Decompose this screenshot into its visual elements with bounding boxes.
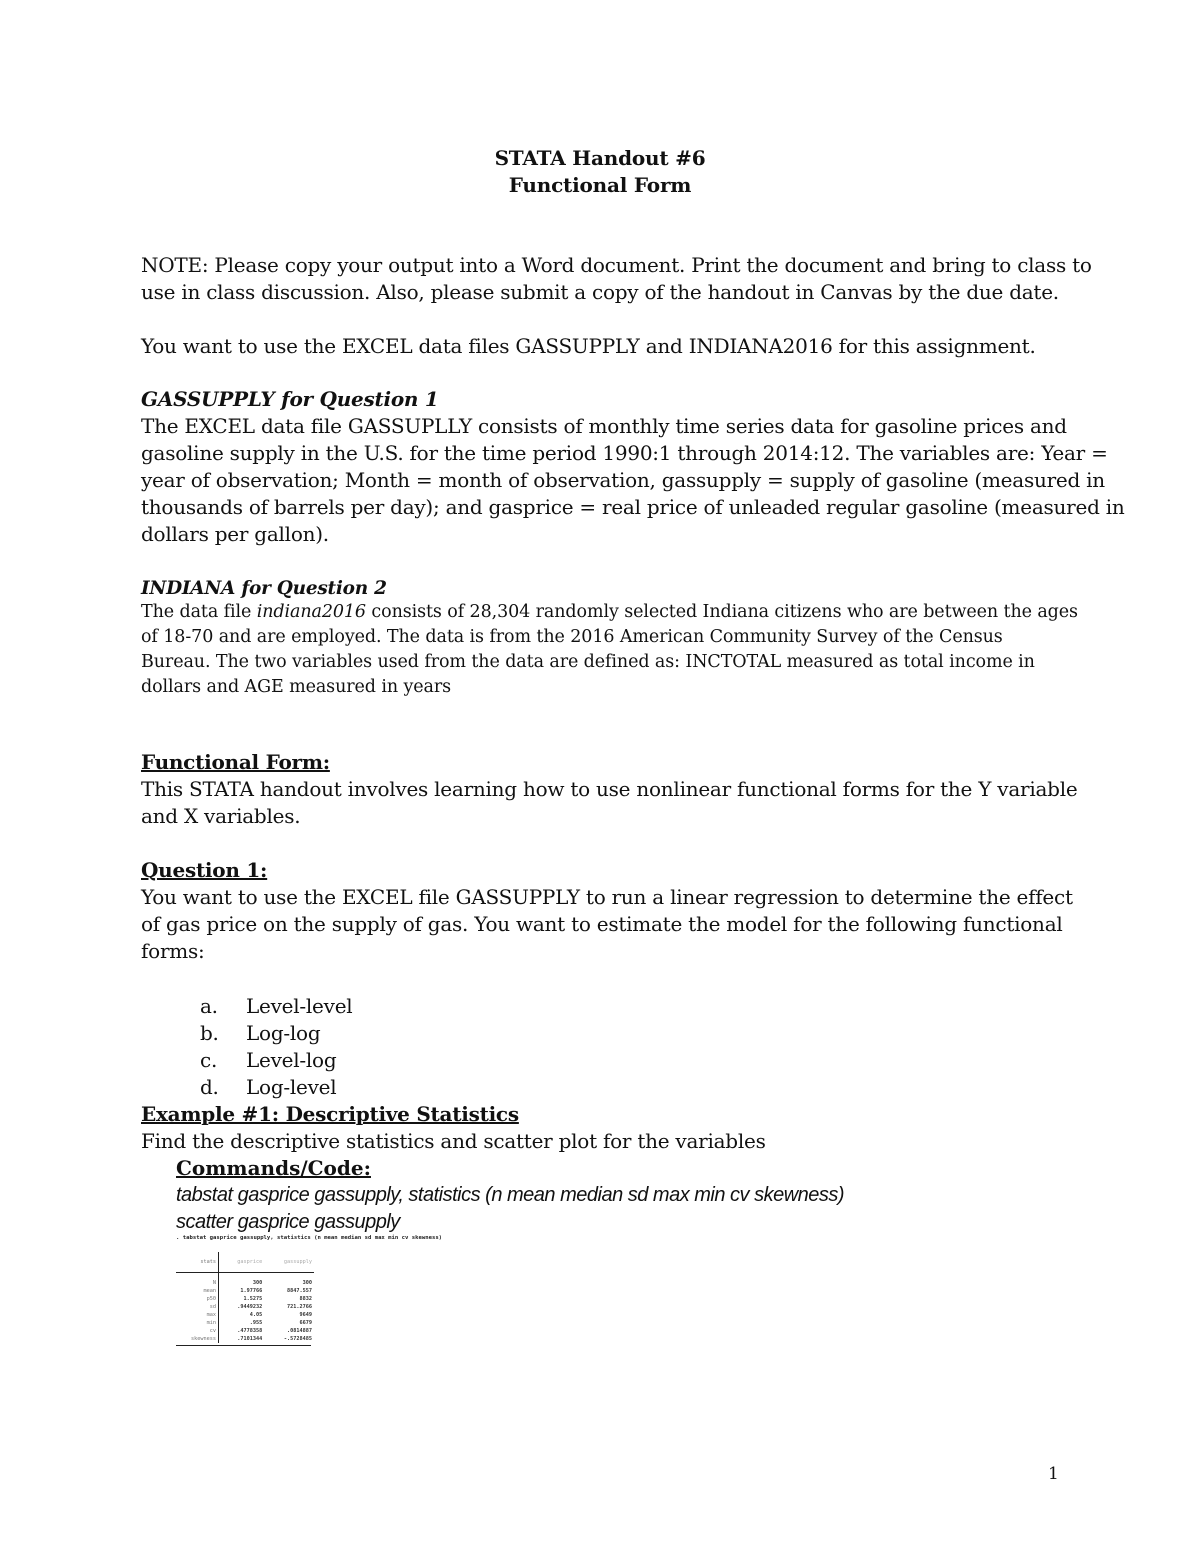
example1-text: Find the descriptive statistics and scatter plot for the variables <box>141 1129 766 1153</box>
indiana-line: of 18-70 and are employed. The data is from the 2016 American Community Survey of the Census <box>141 627 1003 647</box>
document-title: STATA Handout #6 <box>494 146 706 170</box>
stat-name: sd <box>176 1303 219 1311</box>
indiana-line: dollars and AGE measured in years <box>141 677 451 697</box>
indiana-filename: indiana2016 <box>256 602 366 622</box>
table-row <box>176 1287 314 1295</box>
list-text: Log-level <box>246 1075 337 1099</box>
stat-name: skewness <box>176 1335 219 1343</box>
example1-section <box>141 1101 1061 1155</box>
table-row <box>176 1319 314 1327</box>
table-row <box>176 1273 314 1288</box>
intro-line: You want to use the EXCEL data files GASSUPPLY and INDIANA2016 for this assignment. <box>141 334 1036 358</box>
gassupply-heading: GASSUPPLY for Question 1 <box>141 387 439 411</box>
list-item <box>200 1074 352 1101</box>
stat-value: 721.2766 <box>287 1304 312 1310</box>
stat-value: -.5728485 <box>283 1336 312 1342</box>
stat-value: 1.5275 <box>243 1296 263 1302</box>
gassupply-line: year of observation; Month = month of observation, gassupply = supply of gasoline (measured in <box>141 468 1105 492</box>
gassupply-line: thousands of barrels per day); and gasprice = real price of unleaded regular gasoline (measured in <box>141 495 1125 519</box>
list-item <box>200 1047 352 1074</box>
stat-name: cv <box>176 1327 219 1335</box>
stat-value: 8847.557 <box>287 1288 312 1294</box>
stata-output-command: . tabstat gasprice gassupply, statistics (n mean median sd max min cv skewness) <box>176 1235 443 1241</box>
stat-value: 1.97766 <box>240 1288 263 1294</box>
stat-name: min <box>176 1319 219 1327</box>
intro-paragraph <box>141 333 1061 360</box>
gassupply-line: The EXCEL data file GASSUPLLY consists of monthly time series data for gasoline prices and <box>141 414 1067 438</box>
note-paragraph <box>141 252 1092 306</box>
indiana-line <box>141 600 1078 625</box>
indiana-section <box>141 575 1061 602</box>
stat-name: max <box>176 1311 219 1319</box>
functional-forms-list <box>200 993 352 1101</box>
stat-value: .4778358 <box>237 1328 263 1334</box>
table-row <box>176 1327 314 1335</box>
list-marker: a. <box>200 994 218 1018</box>
stat-value: 8832 <box>299 1296 312 1302</box>
table-header-gasprice: gasprice <box>219 1252 265 1273</box>
stat-value: .955 <box>249 1320 263 1326</box>
code-line-scatter: scatter gasprice gassupply <box>176 1211 400 1233</box>
indiana-heading: INDIANA for Question 2 <box>141 578 387 599</box>
question1-section <box>141 857 1073 965</box>
stat-value: .9449232 <box>237 1304 263 1310</box>
commands-section <box>176 1155 844 1236</box>
question1-line: forms: <box>141 939 205 963</box>
note-line: NOTE: Please copy your output into a Word document. Print the document and bring to class to <box>141 253 1092 277</box>
stat-value: .7101344 <box>237 1336 263 1342</box>
table-row <box>176 1303 314 1311</box>
question1-line: of gas price on the supply of gas. You want to estimate the model for the following functional <box>141 912 1063 936</box>
page-number: 1 <box>1048 1464 1059 1484</box>
list-item <box>200 1020 352 1047</box>
table-row <box>176 1311 314 1319</box>
gassupply-line: gasoline supply in the U.S. for the time period 1990:1 through 2014:12. The variables are: Year = <box>141 441 1108 465</box>
table-row <box>176 1295 314 1303</box>
stat-name: N <box>176 1273 219 1288</box>
table-bottom-rule <box>176 1345 311 1346</box>
list-marker: c. <box>200 1048 218 1072</box>
stat-value: 300 <box>302 1280 312 1286</box>
stat-value: .0814887 <box>287 1328 312 1334</box>
list-text: Level-log <box>246 1048 337 1072</box>
functional-form-line: This STATA handout involves learning how to use nonlinear functional forms for the Y variable <box>141 777 1078 801</box>
stat-value: 6679 <box>299 1320 312 1326</box>
note-line: use in class discussion. Also, please submit a copy of the handout in Canvas by the due date. <box>141 280 1059 304</box>
stat-name: mean <box>176 1287 219 1295</box>
stat-value: 4.05 <box>249 1312 263 1318</box>
list-item <box>200 993 352 1020</box>
table-header-stats: stats <box>176 1252 219 1273</box>
example1-heading: Example #1: Descriptive Statistics <box>141 1102 519 1126</box>
stata-output-table <box>176 1252 314 1346</box>
indiana-text: The data file <box>141 602 257 622</box>
question1-line: You want to use the EXCEL file GASSUPPLY to run a linear regression to determine the effect <box>141 885 1073 909</box>
document-subtitle: Functional Form <box>508 173 692 197</box>
code-line-tabstat: tabstat gasprice gassupply, statistics (n mean median sd max min cv skewness) <box>176 1184 845 1206</box>
list-marker: d. <box>200 1075 219 1099</box>
indiana-text: consists of 28,304 randomly selected Indiana citizens who are between the ages <box>365 602 1078 622</box>
table-header-gassupply: gassupply <box>264 1252 314 1273</box>
gassupply-line: dollars per gallon). <box>141 522 329 546</box>
table-row <box>176 1335 314 1343</box>
list-marker: b. <box>200 1021 219 1045</box>
stat-value: 9649 <box>299 1312 312 1318</box>
functional-form-heading: Functional Form: <box>141 750 330 774</box>
functional-form-line: and X variables. <box>141 804 301 828</box>
indiana-paragraph <box>141 600 1078 700</box>
list-text: Log-log <box>246 1021 321 1045</box>
list-text: Level-level <box>246 994 353 1018</box>
commands-heading: Commands/Code: <box>176 1156 371 1180</box>
stat-value: 300 <box>252 1280 263 1286</box>
indiana-line: Bureau. The two variables used from the data are defined as: INCTOTAL measured as total income in <box>141 652 1035 672</box>
question1-heading: Question 1: <box>141 858 268 882</box>
gassupply-section <box>141 386 1125 548</box>
functional-form-section <box>141 749 1078 830</box>
stat-name: p50 <box>176 1295 219 1303</box>
